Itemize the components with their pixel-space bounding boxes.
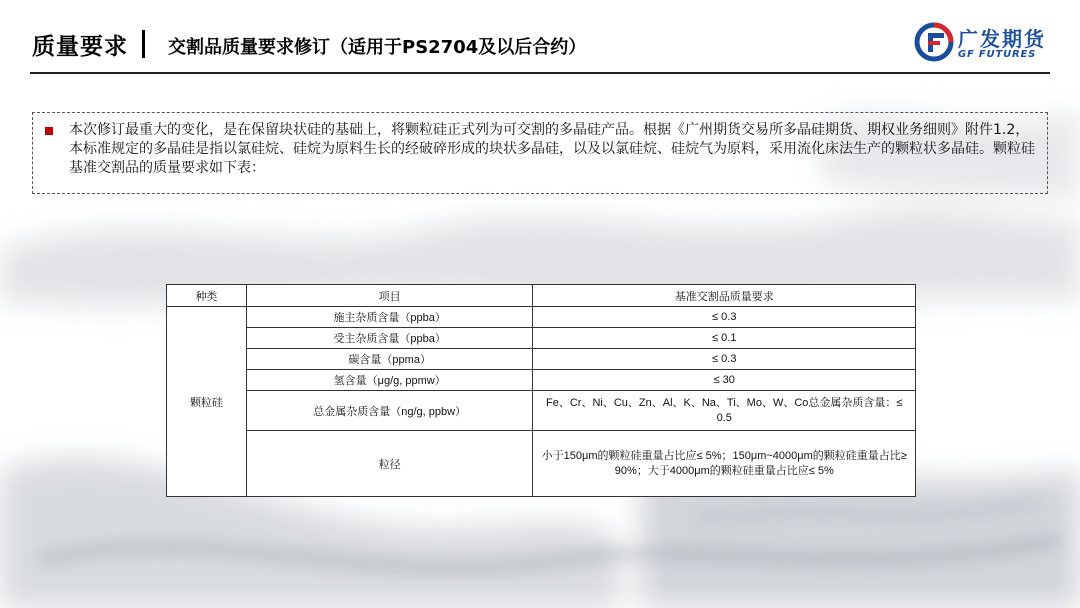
quality-requirements-table xyxy=(166,284,916,497)
item-cell: 总金属杂质含量（ng/g, ppbw） xyxy=(246,391,533,431)
intro-note-box xyxy=(32,112,1048,194)
requirement-cell: ≤ 0.3 xyxy=(533,349,916,370)
table-row xyxy=(167,370,916,391)
column-header-requirement: 基准交割品质量要求 xyxy=(533,285,916,307)
quality-requirements-table-wrapper xyxy=(166,284,916,497)
table-row xyxy=(167,349,916,370)
item-cell: 粒径 xyxy=(246,431,533,497)
category-cell: 颗粒硅 xyxy=(167,307,247,497)
gf-logo-icon xyxy=(914,22,954,62)
requirement-cell: ≤ 30 xyxy=(533,370,916,391)
item-cell: 氢含量（μg/g, ppmw） xyxy=(246,370,533,391)
logo-english-name: GF FUTURES xyxy=(958,49,1037,60)
logo-chinese-name: 广发期货 xyxy=(958,27,1046,51)
item-cell: 碳含量（ppma） xyxy=(246,349,533,370)
item-cell: 施主杂质含量（ppba） xyxy=(246,307,533,328)
requirement-cell: ≤ 0.3 xyxy=(533,307,916,328)
item-cell: 受主杂质含量（ppba） xyxy=(246,328,533,349)
table-row xyxy=(167,307,916,328)
intro-note-text: 本次修订最重大的变化，是在保留块状硅的基础上，将颗粒硅正式列为可交割的多晶硅产品。根据《广州期货交易所多晶硅期货、期权业务细则》附件1.2，本标准规定的多晶硅是指以氯硅烷、硅烷为原料生长的经破碎形成的块状多晶硅，以及以氯硅烷、硅烷气为原料，采用流化床法生产的颗粒状多晶硅。颗粒硅基准交割品的质量要求如下表： xyxy=(69,122,1035,176)
column-header-item: 项目 xyxy=(246,285,533,307)
page-subtitle: 交割品质量要求修订（适用于PS2704及以后合约） xyxy=(168,37,587,58)
page-title: 质量要求 xyxy=(32,34,128,60)
table-row xyxy=(167,431,916,497)
requirement-cell: Fe、Cr、Ni、Cu、Zn、Al、K、Na、Ti、Mo、W、Co总金属杂质含量：≤ 0.5 xyxy=(533,391,916,431)
company-logo xyxy=(914,22,1054,64)
slide-header xyxy=(0,0,1080,78)
column-header-category: 种类 xyxy=(167,285,247,307)
title-separator xyxy=(142,30,145,58)
requirement-cell: 小于150μm的颗粒硅重量占比应≤ 5%；150μm~4000μm的颗粒硅重量占比≥ 90%；大于4000μm的颗粒硅重量占比应≤ 5% xyxy=(533,431,916,497)
table-row xyxy=(167,391,916,431)
table-row xyxy=(167,328,916,349)
square-bullet-icon xyxy=(45,127,53,135)
table-header-row xyxy=(167,285,916,307)
header-divider xyxy=(30,72,1050,74)
requirement-cell: ≤ 0.1 xyxy=(533,328,916,349)
